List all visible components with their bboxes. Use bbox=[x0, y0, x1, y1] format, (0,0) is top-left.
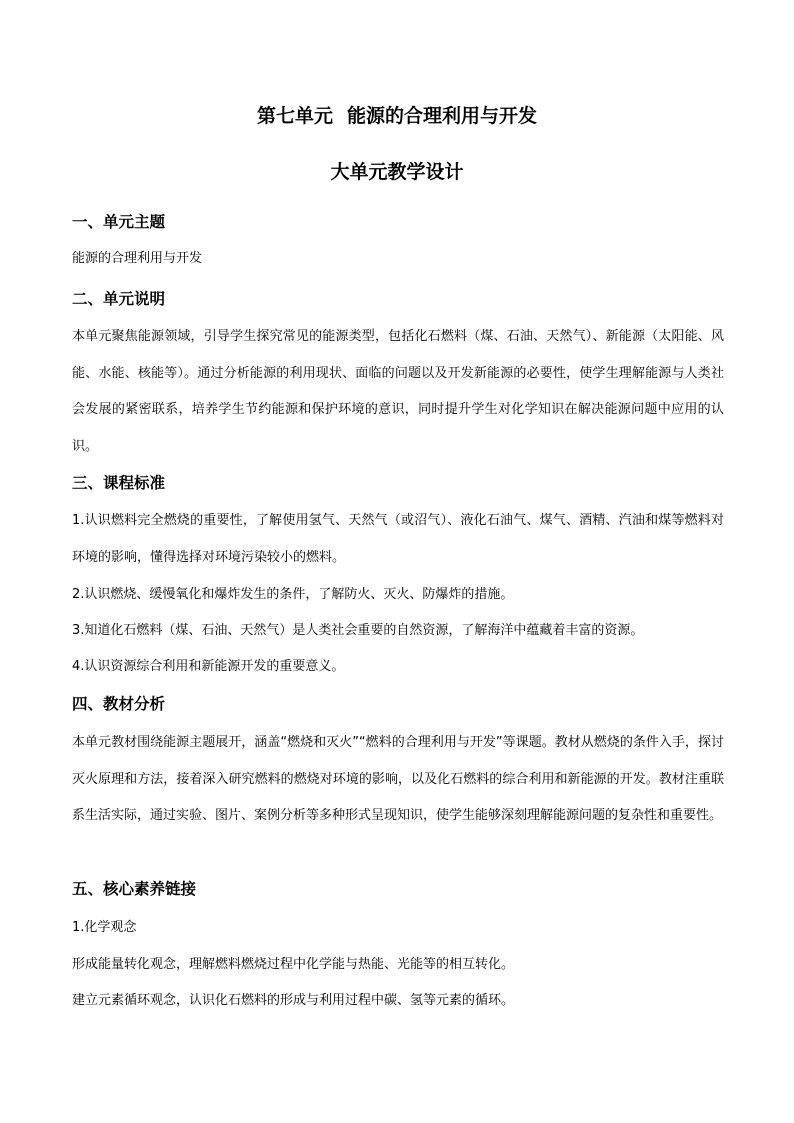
unit-name: 能源的合理利用与开发 bbox=[347, 105, 538, 127]
unit-theme-text: 能源的合理利用与开发 bbox=[72, 251, 203, 266]
standard-item-2: 2.认识燃烧、缓慢氧化和爆炸发生的条件，了解防火、灭火、防爆炸的措施。 bbox=[72, 587, 514, 602]
document-subtitle: 大单元教学设计 bbox=[330, 161, 464, 183]
standard-item-1: 1.认识燃料完全燃烧的重要性，了解使用氢气、天然气（或沼气）、液化石油气、煤气、酒精、汽油和煤等燃料对环境的影响，懂得选择对环境污染较小的燃料。 bbox=[72, 513, 724, 565]
section-heading-unit-description: 二、单元说明 bbox=[72, 290, 166, 308]
textbook-analysis-text: 本单元教材围绕能源主题展开，涵盖“燃烧和灭火”“燃料的合理利用与开发”等课题。教材从燃烧的条件入手，探讨灭火原理和方法，接着深入研究燃料的燃烧对环境的影响，以及化石燃料的综合利用和新能源的开发。教材注重联系生活实际，通过实验、图片、案例分析等多种形式呈现知识，使学生能够深刻理解能源问题的复杂性和重要性。 bbox=[72, 735, 724, 823]
unit-number: 第七单元 bbox=[256, 105, 333, 127]
section-heading-unit-theme: 一、单元主题 bbox=[72, 213, 166, 231]
section-heading-curriculum-standards: 三、课程标准 bbox=[72, 474, 166, 492]
core-literacy-line-2: 建立元素循环观念，认识化石燃料的形成与利用过程中碳、氢等元素的循环。 bbox=[72, 993, 515, 1008]
standard-item-3: 3.知道化石燃料（煤、石油、天然气）是人类社会重要的自然资源，了解海洋中蕴藏着丰富的资源。 bbox=[72, 623, 644, 638]
section-heading-core-literacy: 五、核心素养链接 bbox=[72, 880, 197, 898]
core-literacy-line-1: 形成能量转化观念，理解燃料燃烧过程中化学能与热能、光能等的相互转化。 bbox=[72, 957, 515, 972]
document-title bbox=[0, 104, 794, 128]
core-literacy-subheading: 1.化学观念 bbox=[72, 920, 137, 935]
unit-description-text: 本单元聚焦能源领域，引导学生探究常见的能源类型，包括化石燃料（煤、石油、天然气）、新能源（太阳能、风能、水能、核能等）。通过分析能源的利用现状、面临的问题以及开发新能源的必要性，使学生理解能源与人类社会发展的紧密联系，培养学生节约能源和保护环境的意识，同时提升学生对化学知识在解决能源问题中应用的认识。 bbox=[72, 329, 724, 454]
section-heading-textbook-analysis: 四、教材分析 bbox=[72, 695, 166, 713]
standard-item-4: 4.认识资源综合利用和新能源开发的重要意义。 bbox=[72, 659, 345, 674]
